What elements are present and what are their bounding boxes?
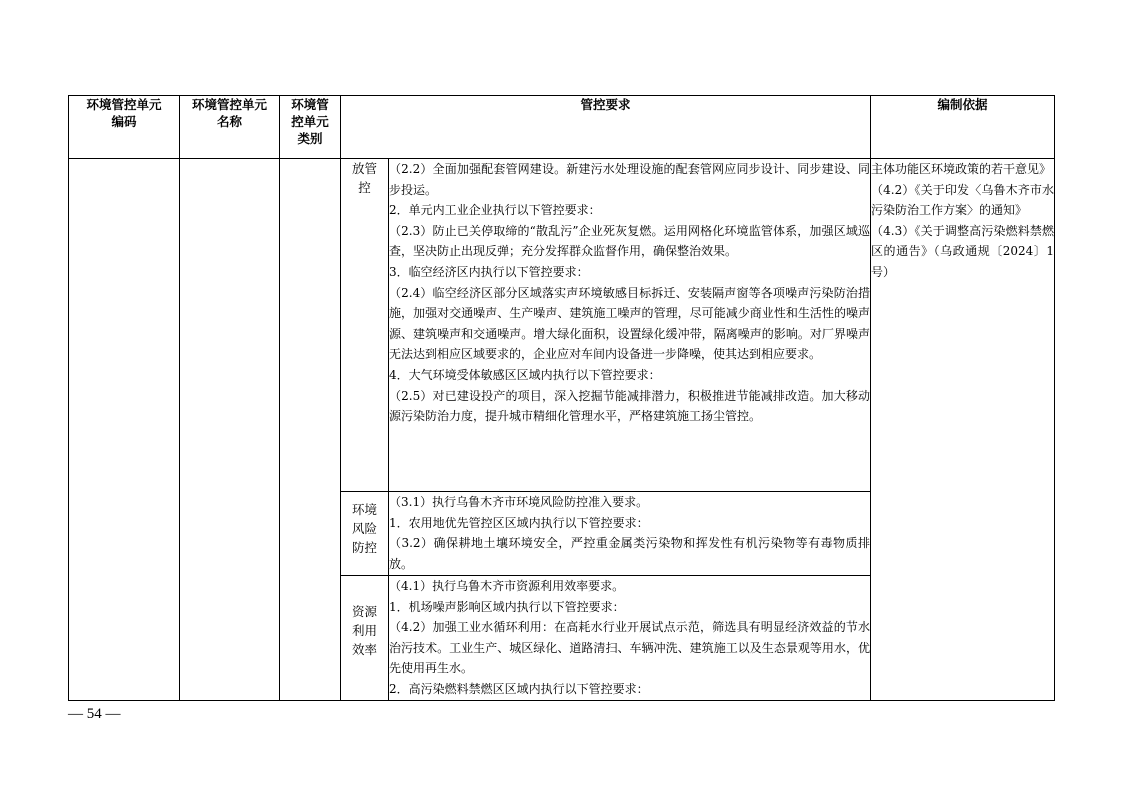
requirement-text: 2．高污染燃料禁燃区区域内执行以下管控要求： [389,681,649,696]
requirement-text: （3.2）确保耕地土壤环境安全，严控重金属类污染物和挥发性有机污染物等有毒物质排放。 [389,536,871,571]
category-cell: 放管 控 [341,159,389,492]
table-row [69,159,1055,492]
basis-text: （4.2）《关于印发〈乌鲁木齐市水污染防治工作方案〉的通知》 [871,182,1055,218]
header-basis: 编制依据 [871,96,1055,159]
requirement-text: （4.1）执行乌鲁木齐市资源利用效率要求。 [389,579,625,593]
requirements-cell [389,159,871,492]
header-unit-type: 环境管 控单元 类别 [280,96,341,159]
header-control-requirements: 管控要求 [341,96,871,159]
category-cell: 环境 风险 防控 [341,492,389,576]
requirement-text: （4.2）加强工业水循环利用：在高耗水行业开展试点示范，筛选具有明显经济效益的节水治污技术。工业生产、城区绿化、道路清扫、车辆冲洗、建筑施工以及生态景观等用水，优先使用再生水。 [389,620,871,676]
requirement-text: 3．临空经济区内执行以下管控要求： [389,264,589,279]
table-header-row [69,96,1055,159]
requirement-text: 1．机场噪声影响区域内执行以下管控要求： [389,599,625,614]
header-unit-name: 环境管控单元 名称 [180,96,280,159]
requirement-text: 4．大气环境受体敏感区区域内执行以下管控要求： [389,367,661,382]
page-number: — 54 — [68,706,121,722]
requirements-cell [389,576,871,701]
unit-type-cell [280,159,341,701]
basis-cell [871,159,1055,701]
control-requirements-table [68,95,1055,701]
requirement-text: （2.2）全面加强配套管网建设。新建污水处理设施的配套管网应同步设计、同步建设、同步投运。 [389,162,871,197]
unit-name-cell [180,159,280,701]
requirement-text: 1．农用地优先管控区区域内执行以下管控要求： [389,515,649,530]
requirement-text: （2.4）临空经济区部分区域落实声环境敏感目标拆迁、安装隔声窗等各项噪声污染防治措施，加强对交通噪声、生产噪声、建筑施工噪声的管理，尽可能减少商业性和生活性的噪声源、建筑噪声和交通噪声。增大绿化面积，设置绿化缓冲带，隔离噪声的影响。对厂界噪声无法达到相应区域要求的，企业应对车间内设备进一步降噪，使其达到相应要求。 [389,285,871,362]
requirement-text: 2．单元内工业企业执行以下管控要求： [389,203,601,218]
unit-code-cell [69,159,180,701]
category-cell: 资源 利用 效率 [341,576,389,701]
requirement-text: （2.5）对已建设投产的项目，深入挖掘节能减排潜力，积极推进节能减排改造。加大移动源污染防治力度，提升城市精细化管理水平，严格建筑施工扬尘管控。 [389,388,871,424]
requirement-text: （2.3）防止已关停取缔的“散乱污”企业死灰复燃。运用网格化环境监管体系，加强区域巡查，坚决防止出现反弹；充分发挥群众监督作用，确保整治效果。 [389,223,871,259]
requirements-cell [389,492,871,576]
requirement-text: （3.1）执行乌鲁木齐市环境风险防控准入要求。 [389,495,649,509]
header-unit-code: 环境管控单元 编码 [69,96,180,159]
basis-text: 主体功能区环境政策的若干意见》 [871,162,1052,176]
basis-text: （4.3）《关于调整高污染燃料禁燃区的通告》（乌政通规〔2024〕1号） [871,223,1055,279]
